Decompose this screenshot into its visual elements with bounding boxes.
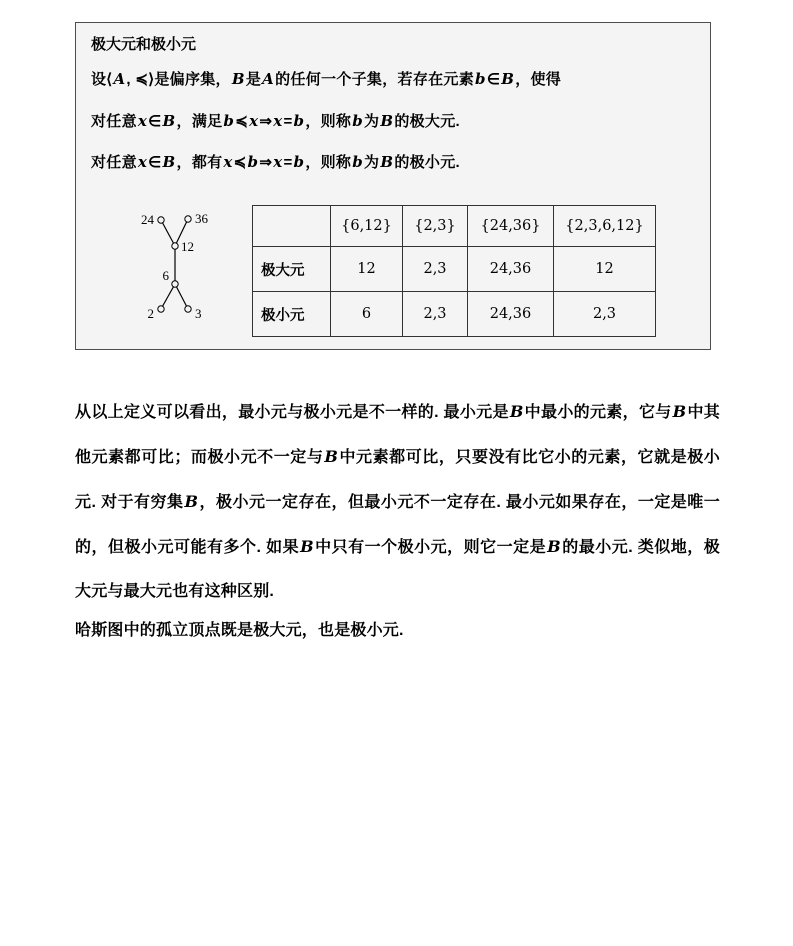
table-corner-cell	[253, 206, 331, 247]
diagram-node-2	[158, 306, 164, 312]
diagram-label-2: 2	[147, 306, 154, 321]
definition-box	[75, 22, 711, 350]
diagram-edge-24-12	[161, 220, 175, 246]
table-cell: 2,3	[403, 247, 468, 292]
diagram-label-6: 6	[162, 268, 169, 283]
definition-line-2: 对任意x∈B，满足b≼x⇒x=b，则称b为B的极大元.	[91, 112, 460, 130]
table-cell: 2,3	[403, 292, 468, 337]
table-cell: 2,3	[554, 292, 656, 337]
table-cell: 12	[331, 247, 403, 292]
diagram-label-3: 3	[195, 306, 202, 321]
diagram-edge-6-2	[161, 284, 175, 309]
diagram-edges	[161, 219, 188, 309]
table-header-cell: {2,3,6,12}	[554, 206, 656, 247]
table-header-row	[253, 206, 656, 247]
table-row-minimal	[253, 292, 656, 337]
diagram-label-36: 36	[195, 211, 208, 226]
diagram-label-12: 12	[181, 239, 194, 254]
definition-line-1: 设⟨A, ≼⟩是偏序集，B是A的任何一个子集，若存在元素b∈B，使得	[91, 70, 562, 88]
table-cell: 24,36	[468, 292, 554, 337]
diagram-label-24: 24	[141, 212, 154, 227]
subsets-table	[252, 205, 656, 337]
diagram-node-6	[172, 281, 178, 287]
body-text	[75, 390, 720, 646]
table-cell: 12	[554, 247, 656, 292]
diagram-node-12	[172, 243, 178, 249]
table-row-maximal	[253, 247, 656, 292]
definition-line-3: 对任意x∈B，都有x≼b⇒x=b，则称b为B的极小元.	[91, 153, 460, 171]
table-row-label: 极小元	[253, 292, 331, 337]
diagram-node-36	[185, 216, 191, 222]
diagram-node-3	[185, 306, 191, 312]
table-header-cell: {24,36}	[468, 206, 554, 247]
table-header-cell: {2,3}	[403, 206, 468, 247]
table-row-label: 极大元	[253, 247, 331, 292]
table-header-cell: {6,12}	[331, 206, 403, 247]
diagram-edge-6-3	[175, 284, 188, 309]
box-title: 极大元和极小元	[91, 36, 197, 53]
table-cell: 6	[331, 292, 403, 337]
body-paragraph-2: 哈斯图中的孤立顶点既是极大元，也是极小元.	[75, 622, 404, 639]
diagram-node-24	[158, 217, 164, 223]
table-cell: 24,36	[468, 247, 554, 292]
body-paragraph-1: 从以上定义可以看出，最小元与极小元是不一样的. 最小元是B中最小的元素，它与B中其他元素都可比；而极小元不一定与B中元素都可比，只要没有比它小的元素，它就是极小元. 对于有穷集B，极小元一定存在，但最小元不一定存在. 最小元如果存在，一定是唯一的，但极小元可能有多个. 如果B中只有一个极小元，则它一定是B的最小元. 类似地，极大元与最大元也有这种区别.	[75, 402, 720, 600]
hasse-diagram	[138, 207, 216, 329]
